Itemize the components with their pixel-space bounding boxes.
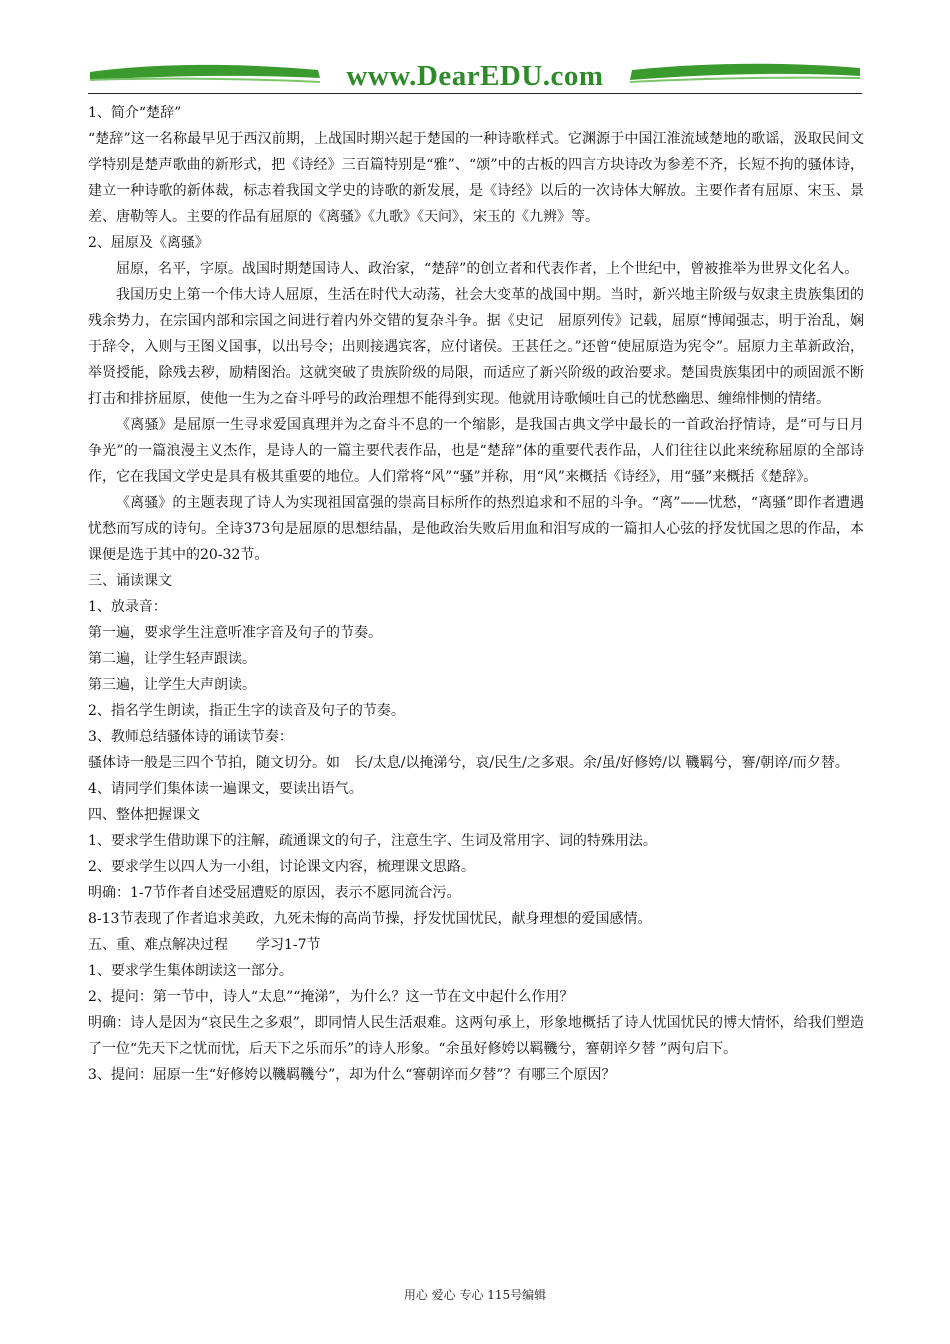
paragraph: 4、请同学们集体读一遍课文，要读出语气。 bbox=[88, 781, 363, 797]
site-header bbox=[88, 58, 862, 98]
paragraph: 3、提问：屈原一生“好修姱以鞿羁鞿兮”，却为什么“謇朝谇而夕替”？有哪三个原因？ bbox=[88, 1067, 616, 1083]
paragraph: 2、指名学生朗读，指正生字的读音及句子的节奏。 bbox=[88, 703, 405, 719]
paragraph: 我国历史上第一个伟大诗人屈原，生活在时代大动荡，社会大变革的战国中期。当时，新兴地主阶级与奴隶主贵族集团的残余势力，在宗国内部和宗国之间进行着内外交错的复杂斗争。据《史记 屈原列传》记载，屈原“博闻强志，明于治乱，娴于辞令，入则与王图义国事，以出号令；出则接遇宾客，应付诸侯。王甚任之。”还曾“使屈原造为宪令”。屈原力主革新政治，举贤授能，除残去秽，励精图治。这就突破了贵族阶级的局限，而适应了新兴阶级的政治要求。楚国贵族集团中的顽固派不断打击和排挤屈原，使他一生为之奋斗呼号的政治理想不能得到实现。他就用诗歌倾吐自己的忧愁幽思、缠绵悱恻的情绪。 bbox=[88, 287, 864, 407]
paragraph: 骚体诗一般是三四个节拍，随文切分。如 长/太息/以掩涕兮，哀/民生/之多艰。余/虽/好修姱/以 鞿羁兮，謇/朝谇/而夕替。 bbox=[88, 755, 849, 771]
paragraph: 2、要求学生以四人为一小组，讨论课文内容，梳理课文思路。 bbox=[88, 859, 475, 875]
paragraph: 1、要求学生借助课下的注解，疏通课文的句子，注意生字、生词及常用字、词的特殊用法。 bbox=[88, 833, 657, 849]
paragraph: 8-13节表现了作者追求美政，九死未悔的高尚节操，抒发忧国忧民，献身理想的爱国感情。 bbox=[88, 911, 652, 927]
paragraph: 第二遍，让学生轻声跟读。 bbox=[88, 651, 256, 667]
paragraph: 《离骚》的主题表现了诗人为实现祖国富强的崇高目标所作的热烈追求和不屈的斗争。“离”——忧愁，“离骚”即作者遭遇忧愁而写成的诗句。全诗373句是屈原的思想结晶，是他政治失败后用血和泪写成的一篇扣人心弦的抒发忧国之思的作品，本课便是选于其中的20-32节。 bbox=[88, 495, 864, 563]
paragraph: 《离骚》是屈原一生寻求爱国真理并为之奋斗不息的一个缩影，是我国古典文学中最长的一首政治抒情诗，是“可与日月争光”的一篇浪漫主义杰作，是诗人的一篇主要代表作品，也是“楚辞”体的重要代表作品，人们往往以此来统称屈原的全部诗作，它在我国文学史是具有极其重要的地位。人们常将“风”“骚”并称，用“风”来概括《诗经》，用“骚”来概括《楚辞》。 bbox=[88, 417, 864, 485]
paragraph: 第一遍，要求学生注意听准字音及句子的节奏。 bbox=[88, 625, 382, 641]
paragraph: “楚辞”这一名称最早见于西汉前期，上战国时期兴起于楚国的一种诗歌样式。它渊源于中国江淮流域楚地的歌谣，汲取民间文学特别是楚声歌曲的新形式，把《诗经》三百篇特别是“雅”、“颂”中的古板的四言方块诗改为参差不齐，长短不拘的骚体诗，建立一种诗歌的新体裁，标志着我国文学史的诗歌的新发展，是《诗经》以后的一次诗体大解放。主要作者有屈原、宋玉、景差、唐勒等人。主要的作品有屈原的《离骚》《九歌》《天问》，宋玉的《九辨》等。 bbox=[88, 131, 864, 225]
paragraph: 1、放录音： bbox=[88, 599, 167, 615]
paragraph: 1、简介“楚辞” bbox=[88, 105, 182, 121]
paragraph: 2、屈原及《离骚》 bbox=[88, 235, 209, 251]
document-body bbox=[88, 100, 864, 1088]
paragraph: 明确：1-7节作者自述受屈遭贬的原因，表示不愿同流合污。 bbox=[88, 885, 461, 901]
paragraph: 四、整体把握课文 bbox=[88, 807, 200, 823]
paragraph: 五、重、难点解决过程 学习1-7节 bbox=[88, 937, 321, 953]
paragraph: 1、要求学生集体朗读这一部分。 bbox=[88, 963, 293, 979]
header-divider bbox=[88, 93, 862, 94]
site-logo-text: www.DearEDU.com bbox=[346, 60, 604, 92]
paragraph: 三、诵读课文 bbox=[88, 573, 172, 589]
paragraph: 屈原，名平，字原。战国时期楚国诗人、政治家，“楚辞”的创立者和代表作者，上个世纪中，曾被推举为世界文化名人。 bbox=[116, 261, 859, 277]
paragraph: 明确：诗人是因为“哀民生之多艰”，即同情人民生活艰难。这两句承上，形象地概括了诗人忧国忧民的博大情怀，给我们塑造了一位“先天下之忧而忧，后天下之乐而乐”的诗人形象。“余虽好修姱以羁鞿兮，謇朝谇夕替 ”两句启下。 bbox=[88, 1015, 864, 1057]
paragraph: 2、提问：第一节中，诗人“太息”“掩涕”，为什么？这一节在文中起什么作用？ bbox=[88, 989, 574, 1005]
paragraph: 第三遍，让学生大声朗读。 bbox=[88, 677, 256, 693]
paragraph: 3、教师总结骚体诗的诵读节奏： bbox=[88, 729, 293, 745]
page-footer: 用心 爱心 专心 115号编辑 bbox=[403, 1288, 547, 1302]
